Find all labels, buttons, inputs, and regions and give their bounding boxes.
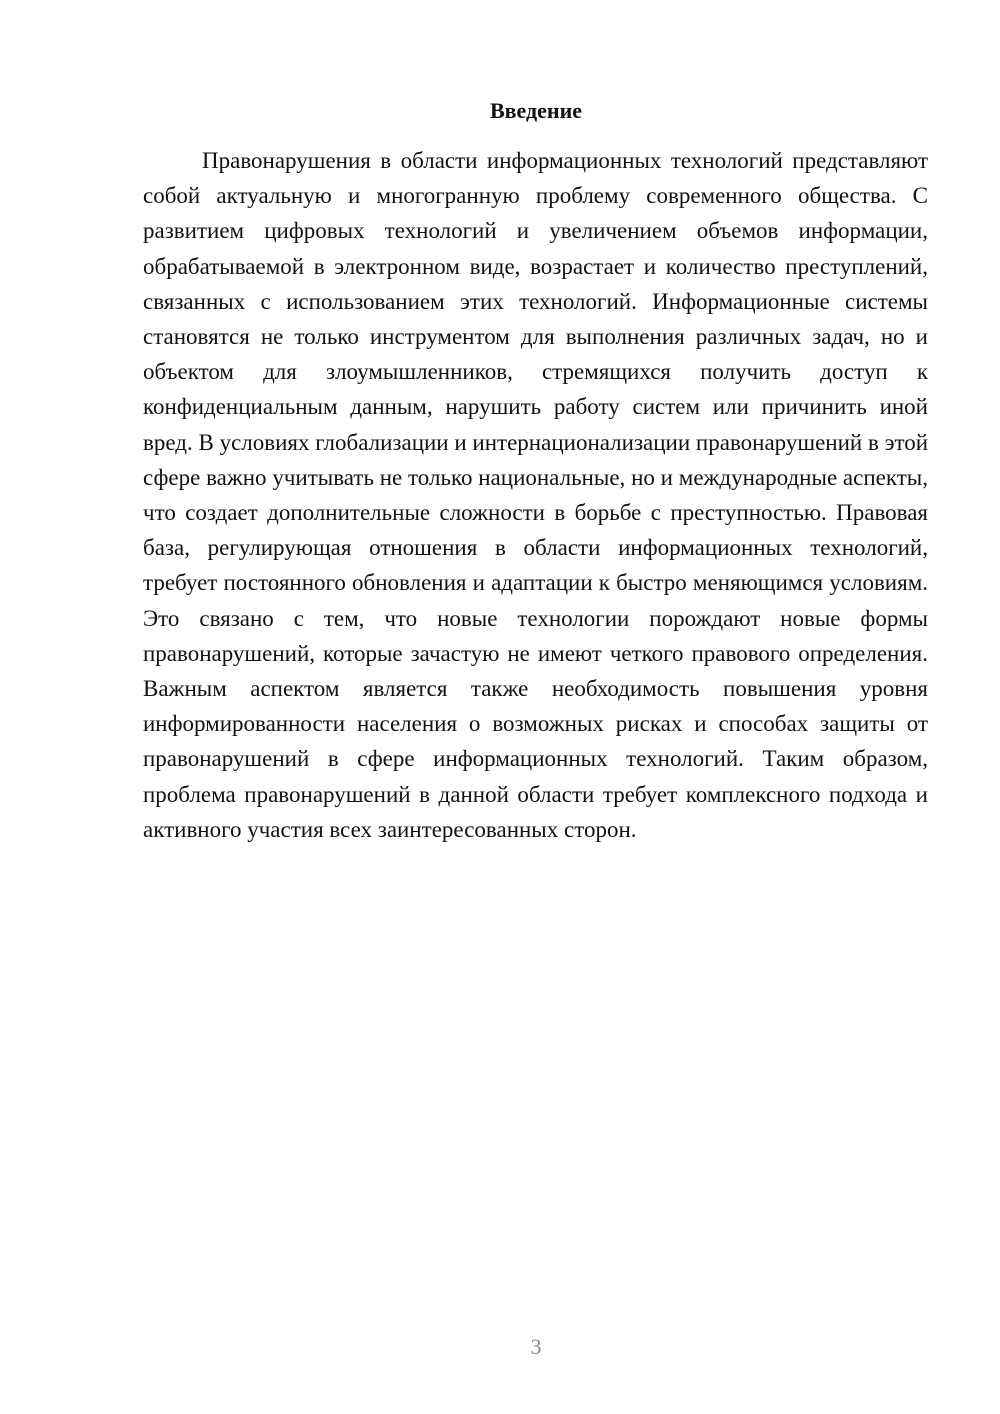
- page-number: 3: [530, 1334, 542, 1359]
- section-heading: Введение: [489, 98, 583, 123]
- body-paragraph: Правонарушения в области информационных технологий представляют собой актуальную и многогранную проблему современного общества. С развитием цифровых технологий и увеличением объемов информации, обрабатываемой в электронном виде, возрастает и количество преступлений, связанных с использованием этих технологий. Информационные системы становятся не только инструментом для выполнения различных задач, но и объектом для злоумышленников, стремящихся получить доступ к конфиденциальным данным, нарушить работу систем или причинить иной вред. В условиях глобализации и интернационализации правонарушений в этой сфере важно учитывать не только национальные, но и международные аспекты, что создает дополнительные сложности в борьбе с преступностью. Правовая база, регулирующая отношения в области информационных технологий, требует постоянного обновления и адаптации к быстро меняющимся условиям. Это связано с тем, что новые технологии порождают новые формы правонарушений, которые зачастую не имеют четкого правового определения. Важным аспектом является также необходимость повышения уровня информированности населения о возможных рисках и способах защиты от правонарушений в сфере информационных технологий. Таким образом, проблема правонарушений в данной области требует комплексного подхода и активного участия всех заинтересованных сторон.: [143, 148, 928, 842]
